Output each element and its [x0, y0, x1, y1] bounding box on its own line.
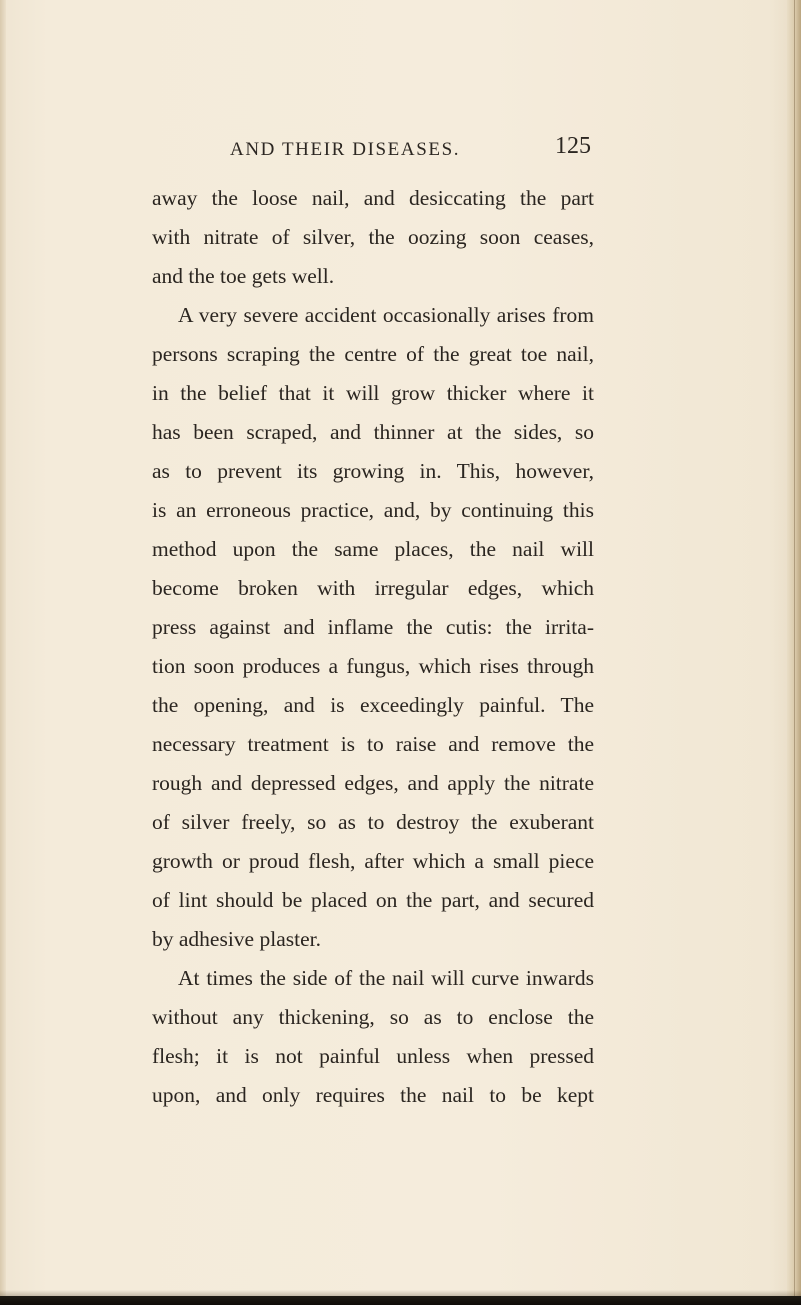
page-left-edge	[0, 0, 6, 1305]
text-line: flesh; it is not painful unless when pressed	[152, 1044, 594, 1068]
text-line: has been scraped, and thinner at the sides, so	[152, 420, 594, 444]
text-line: in the belief that it will grow thicker where it	[152, 381, 594, 405]
text-line: growth or proud flesh, after which a small piece	[152, 849, 594, 873]
page-number: 125	[555, 133, 591, 159]
text-line: necessary treatment is to raise and remove the	[152, 732, 594, 756]
running-head: AND THEIR DISEASES.	[230, 139, 461, 160]
text-line: At times the side of the nail will curve inwards	[178, 966, 594, 990]
text-line: method upon the same places, the nail will	[152, 537, 594, 561]
text-line: A very severe accident occasionally arises from	[178, 303, 594, 327]
text-line: and the toe gets well.	[152, 264, 335, 288]
page-right-fold-line	[794, 0, 795, 1305]
text-line: become broken with irregular edges, which	[152, 576, 594, 600]
text-line: of lint should be placed on the part, and secured	[152, 888, 594, 912]
body-text	[152, 179, 594, 1115]
text-line: is an erroneous practice, and, by continuing this	[152, 498, 594, 522]
text-line: press against and inflame the cutis: the irrita-	[152, 615, 594, 639]
text-line: of silver freely, so as to destroy the exuberant	[152, 810, 594, 834]
text-line: by adhesive plaster.	[152, 927, 321, 951]
text-line: as to prevent its growing in. This, however,	[152, 459, 594, 483]
text-line: tion soon produces a fungus, which rises through	[152, 654, 594, 678]
text-line: away the loose nail, and desiccating the part	[152, 186, 594, 210]
text-line: with nitrate of silver, the oozing soon ceases,	[152, 225, 594, 249]
page-bottom-edge	[0, 1296, 801, 1305]
text-line: the opening, and is exceedingly painful. The	[152, 693, 594, 717]
text-line: upon, and only requires the nail to be kept	[152, 1083, 594, 1107]
text-line: rough and depressed edges, and apply the nitrate	[152, 771, 594, 795]
text-line: persons scraping the centre of the great toe nail,	[152, 342, 594, 366]
text-line: without any thickening, so as to enclose the	[152, 1005, 594, 1029]
